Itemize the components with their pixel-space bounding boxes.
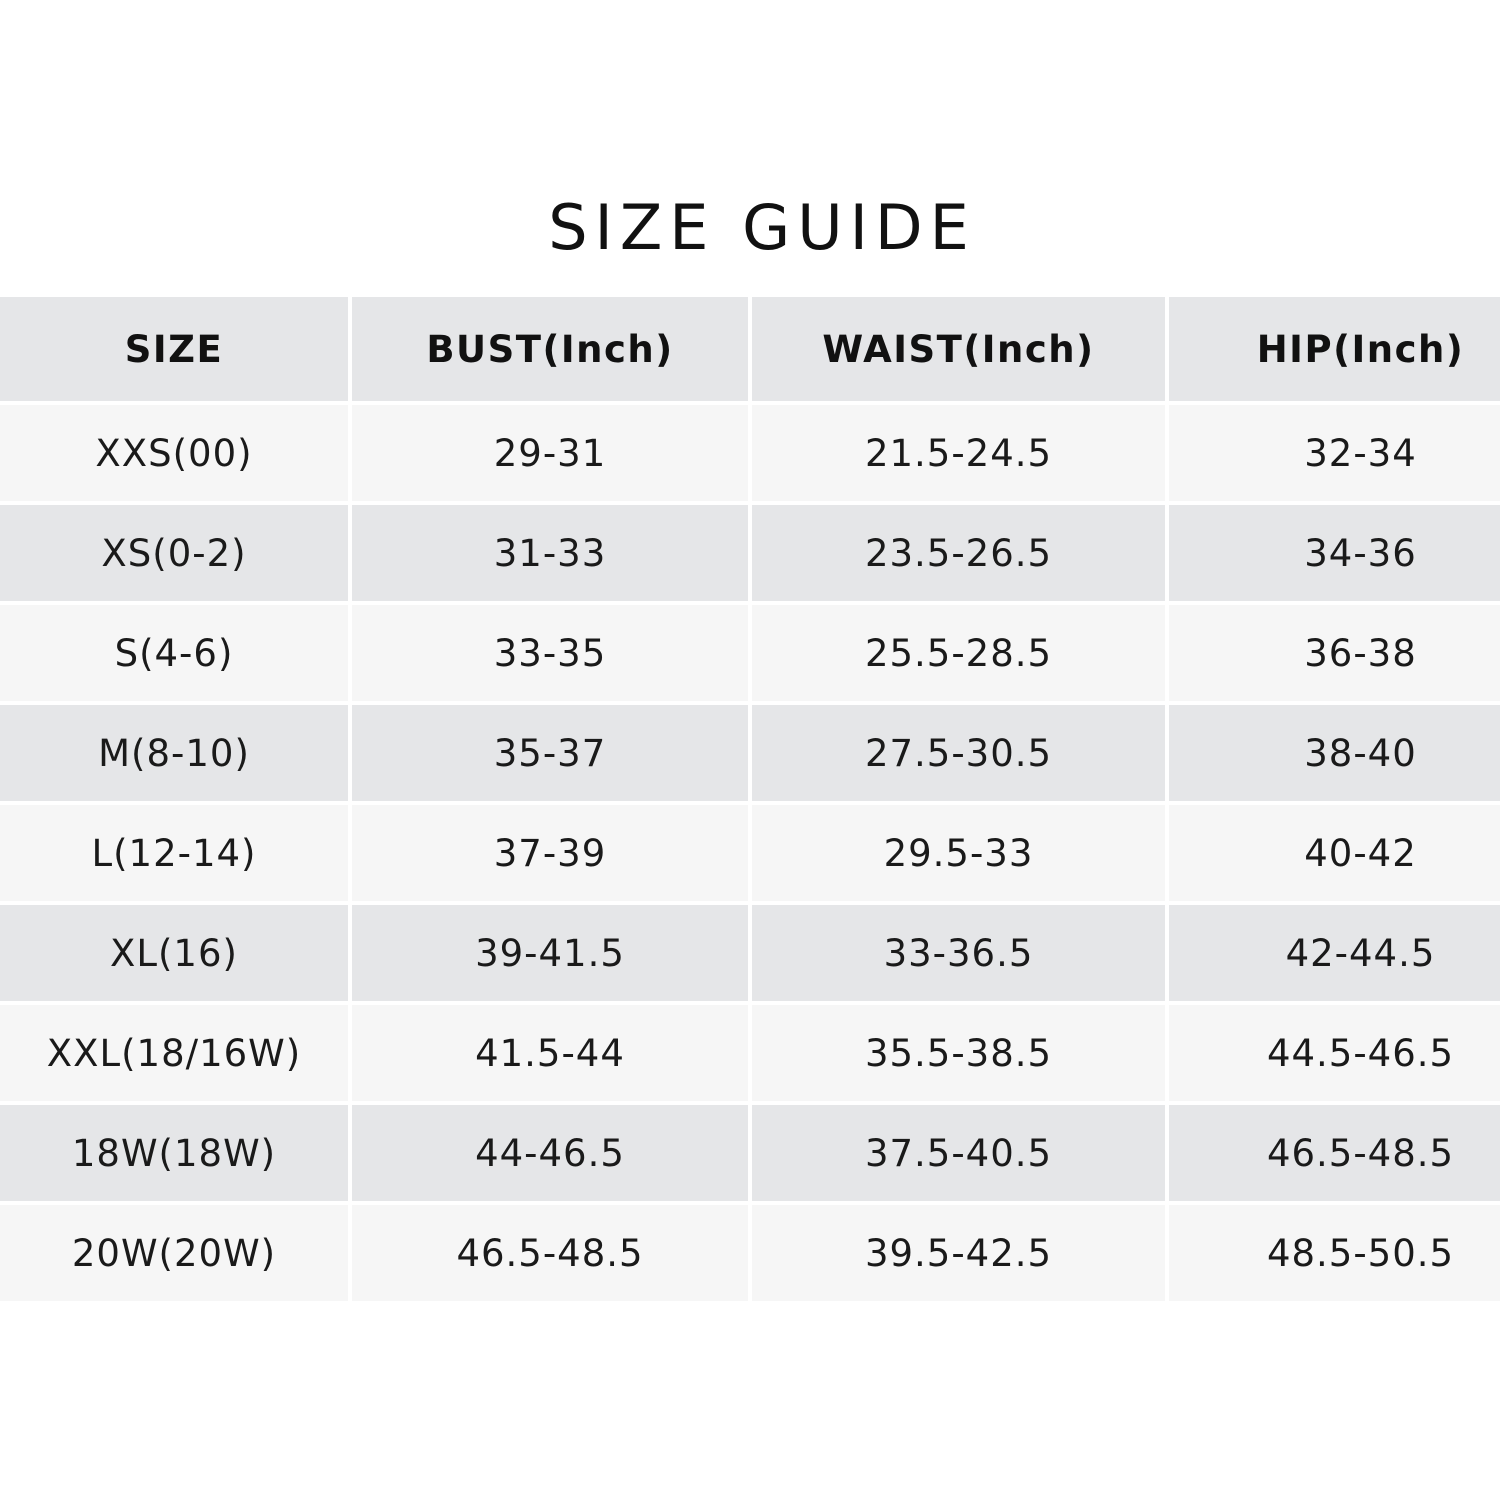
table-row (0, 805, 1500, 901)
waist-cell: 25.5-28.5 (752, 605, 1165, 701)
waist-cell: 27.5-30.5 (752, 705, 1165, 801)
hip-cell: 46.5-48.5 (1169, 1105, 1500, 1201)
bust-cell: 41.5-44 (352, 1005, 748, 1101)
bust-cell: 29-31 (352, 405, 748, 501)
table-row (0, 1005, 1500, 1101)
size-guide-table (0, 293, 1500, 1305)
waist-cell: 29.5-33 (752, 805, 1165, 901)
bust-cell: 37-39 (352, 805, 748, 901)
table-row (0, 405, 1500, 501)
header-hip: HIP(Inch) (1169, 297, 1500, 401)
size-cell: XXS(00) (0, 405, 348, 501)
size-cell: XL(16) (0, 905, 348, 1001)
header-waist: WAIST(Inch) (752, 297, 1165, 401)
hip-cell: 38-40 (1169, 705, 1500, 801)
bust-cell: 33-35 (352, 605, 748, 701)
table-row (0, 505, 1500, 601)
table-row (0, 705, 1500, 801)
bust-cell: 46.5-48.5 (352, 1205, 748, 1301)
table-row (0, 905, 1500, 1001)
size-cell: L(12-14) (0, 805, 348, 901)
bust-cell: 39-41.5 (352, 905, 748, 1001)
waist-cell: 35.5-38.5 (752, 1005, 1165, 1101)
table-row (0, 1205, 1500, 1301)
table-body (0, 405, 1500, 1301)
hip-cell: 48.5-50.5 (1169, 1205, 1500, 1301)
bust-cell: 35-37 (352, 705, 748, 801)
header-size: SIZE (0, 297, 348, 401)
size-cell: 20W(20W) (0, 1205, 348, 1301)
header-bust: BUST(Inch) (352, 297, 748, 401)
waist-cell: 33-36.5 (752, 905, 1165, 1001)
waist-cell: 23.5-26.5 (752, 505, 1165, 601)
size-cell: S(4-6) (0, 605, 348, 701)
size-cell: XS(0-2) (0, 505, 348, 601)
header-row (0, 297, 1500, 401)
hip-cell: 34-36 (1169, 505, 1500, 601)
bust-cell: 44-46.5 (352, 1105, 748, 1201)
waist-cell: 39.5-42.5 (752, 1205, 1165, 1301)
hip-cell: 42-44.5 (1169, 905, 1500, 1001)
hip-cell: 40-42 (1169, 805, 1500, 901)
waist-cell: 21.5-24.5 (752, 405, 1165, 501)
waist-cell: 37.5-40.5 (752, 1105, 1165, 1201)
bust-cell: 31-33 (352, 505, 748, 601)
table-row (0, 1105, 1500, 1201)
size-cell: 18W(18W) (0, 1105, 348, 1201)
size-cell: XXL(18/16W) (0, 1005, 348, 1101)
table-row (0, 605, 1500, 701)
table-header (0, 297, 1500, 401)
hip-cell: 36-38 (1169, 605, 1500, 701)
size-cell: M(8-10) (0, 705, 348, 801)
hip-cell: 44.5-46.5 (1169, 1005, 1500, 1101)
hip-cell: 32-34 (1169, 405, 1500, 501)
page-title: SIZE GUIDE (548, 191, 976, 264)
